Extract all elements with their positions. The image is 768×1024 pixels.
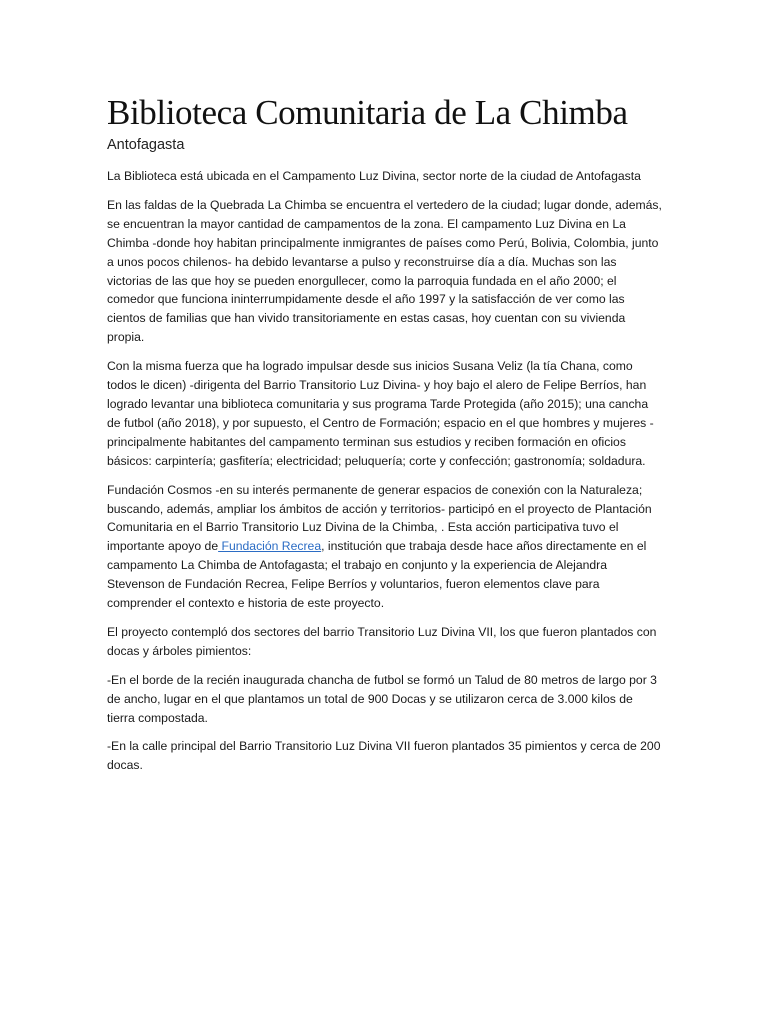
- paragraph-project-sectors: El proyecto contempló dos sectores del barrio Transitorio Luz Divina VII, los que fueron plantados con docas y árboles pimientos:: [107, 624, 657, 658]
- cosmos-text-before-link: Fundación Cosmos -en su interés permanente de generar espacios de conexión con la Naturaleza; buscando, además, ampliar los ámbitos de acción y territorios- participó en el proyecto de Plantación Comunitaria en el Barrio Transitorio Luz Divina de la Chimba, . Esta acción participativa tuvo el importante apoyo de: [107, 482, 652, 554]
- fundacion-recrea-link[interactable]: Fundación Recrea: [218, 539, 322, 554]
- document-title: Biblioteca Comunitaria de La Chimba: [107, 93, 628, 132]
- paragraph-cosmos: [107, 481, 663, 613]
- cosmos-text-after-link: , institución que trabaja desde hace años directamente en el campamento La Chimba de Antofagasta; el trabajo en conjunto y la experiencia de Alejandra Stevenson de Fundación Recrea, Felipe Berríos y voluntarios, fueron elementos clave para comprender el contexto e historia de este proyecto.: [107, 539, 647, 611]
- paragraph-history: En las faldas de la Quebrada La Chimba se encuentra el vertedero de la ciudad; lugar donde, además, se encuentran la mayor cantidad de campamentos de la zona. El campamento Luz Divina en La Chimba -donde hoy habitan principalmente inmigrantes de países como Perú, Bolivia, Colombia, junto a unos pocos chilenos- ha debido levantarse a pulso y reconstruirse día a día. Muchas son las victorias de las que hoy se pueden enorgullecer, como la parroquia fundada en el año 2000; el comedor que funciona ininterrumpidamente desde el año 1997 y la satisfacción de ver como las cientos de familias que han vivido transitoriamente en estas casas, hoy cuentan con su vivienda propia.: [107, 197, 662, 345]
- paragraph-sector-calle: -En la calle principal del Barrio Transitorio Luz Divina VII fueron plantados 35 pimientos y cerca de 200 docas.: [107, 739, 661, 773]
- paragraph-sector-talud: -En el borde de la recién inaugurada chancha de futbol se formó un Talud de 80 metros de largo por 3 de ancho, lugar en el que plantamos un total de 900 Docas y se utilizaron cerca de 3.000 kilos de tierra compostada.: [107, 672, 657, 725]
- document-page: [107, 92, 663, 785]
- document-subtitle: Antofagasta: [107, 137, 185, 153]
- paragraph-location: La Biblioteca está ubicada en el Campamento Luz Divina, sector norte de la ciudad de Antofagasta: [107, 169, 641, 183]
- paragraph-achievements: Con la misma fuerza que ha logrado impulsar desde sus inicios Susana Veliz (la tía Chana, como todos le dicen) -dirigenta del Barrio Transitorio Luz Divina- y hoy bajo el alero de Felipe Berríos, han logrado levantar una biblioteca comunitaria y sus programa Tarde Protegida (año 2015); una cancha de futbol (año 2018), y por supuesto, el Centro de Formación; espacio en el que hombres y mujeres -principalmente habitantes del campamento terminan sus estudios y reciben formación en oficios básicos: carpintería; gasfitería; electricidad; peluquería; corte y confección; gastronomía; soldadura.: [107, 359, 654, 468]
